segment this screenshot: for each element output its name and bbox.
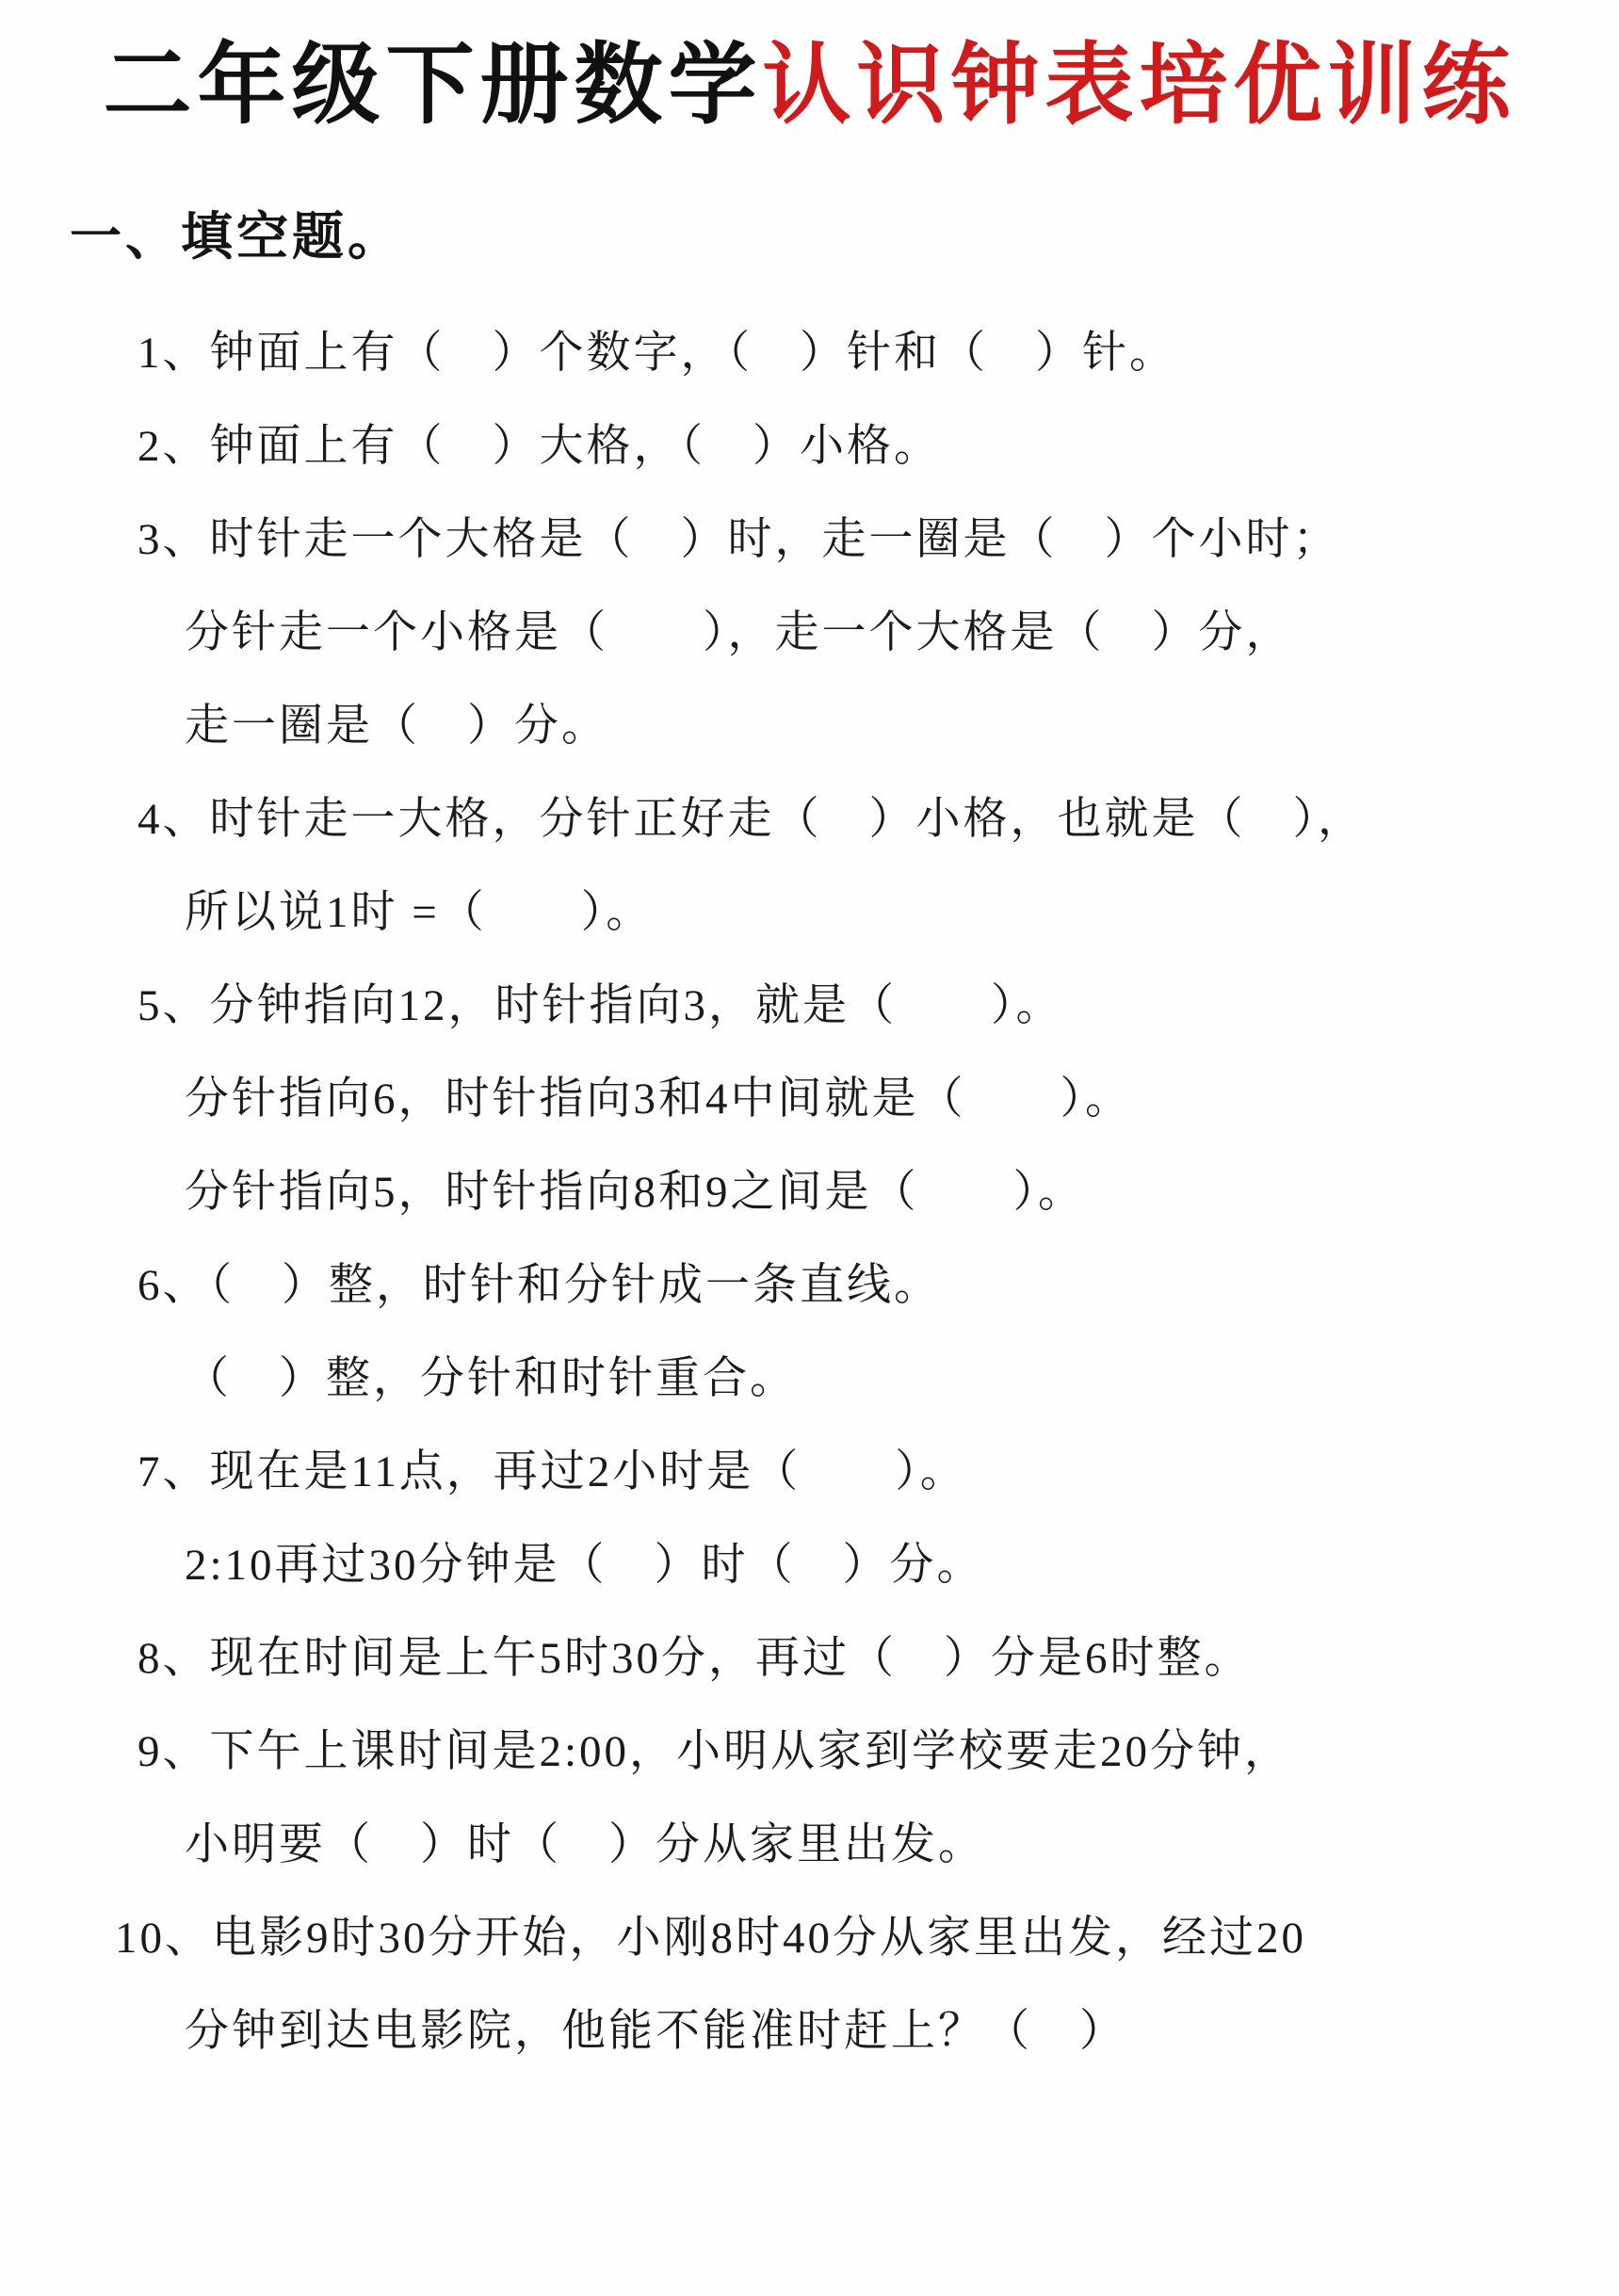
section-heading: 一、填空题。 (70, 208, 404, 267)
question-3-line-3: 走一圈是（ ）分。 (185, 702, 608, 752)
question-5-line-1: 5、分钟指向12，时针指向3，就是（ ）。 (138, 981, 1063, 1031)
page-title (0, 0, 1619, 133)
question-7-line-2: 2:10再过30分钟是（ ）时（ ）分。 (185, 1541, 984, 1591)
question-list (0, 307, 1619, 2078)
title-black-part: 二年级下册数学 (103, 35, 763, 134)
question-3-line-2: 分针走一个小格是（ ），走一个大格是（ ）分， (185, 608, 1293, 658)
title-red-part: 认识钟表培优训练 (762, 35, 1516, 134)
question-9-line-2: 小明要（ ）时（ ）分从家里出发。 (185, 1820, 985, 1870)
question-6-line-2: （ ）整，分针和时针重合。 (185, 1354, 797, 1404)
question-1-line-1: 1、钟面上有（ ）个数字，（ ）针和（ ）针。 (138, 329, 1176, 379)
question-9-line-1: 9、下午上课时间是2:00，小明从家到学校要走20分钟， (138, 1727, 1292, 1777)
question-8-line-1: 8、现在时间是上午5时30分，再过（ ）分是6时整。 (138, 1634, 1252, 1684)
question-10-line-2: 分钟到达电影院，他能不能准时赶上？（ ） (185, 2007, 1126, 2057)
question-7-line-1: 7、现在是11点，再过2小时是（ ）。 (138, 1447, 967, 1497)
question-2-line-1: 2、钟面上有（ ）大格，（ ）小格。 (138, 422, 941, 472)
question-4-line-2: 所以说1时 =（ ）。 (185, 888, 654, 938)
question-4-line-1: 4、时针走一大格，分针正好走（ ）小格，也就是（ ）， (138, 795, 1365, 845)
question-3-line-1: 3、时针走一个大格是（ ）时，走一圈是（ ）个小时； (138, 515, 1340, 565)
question-6-line-1: 6、（ ）整，时针和分针成一条直线。 (138, 1261, 941, 1311)
question-5-line-2: 分针指向6，时针指向3和4中间就是（ ）。 (185, 1075, 1132, 1124)
question-5-line-3: 分针指向5，时针指向8和9之间是（ ）。 (185, 1168, 1085, 1218)
question-10-line-1: 10、电影9时30分开始，小刚8时40分从家里出发，经过20 (115, 1914, 1306, 1964)
